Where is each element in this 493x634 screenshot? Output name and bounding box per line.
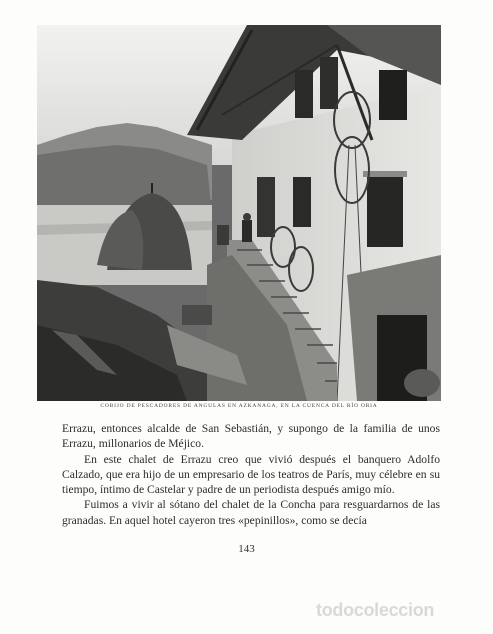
paragraph: En este chalet de Errazu creo que vivió después el banquero Adolfo Calzado, que era hijo de un empresario de los teatros de París, muy célebre en su tiempo, íntimo de Castelar y padre de un periodista después amigo mío. [62, 452, 440, 497]
photograph [37, 25, 441, 401]
page-number: 143 [238, 543, 255, 555]
fishermen-shelter-photo [37, 25, 441, 401]
paragraph: Fuimos a vivir al sótano del chalet de la Concha para resguardarnos de las granadas. En aquel hotel cayeron tres «pepinillos», como se decía [62, 498, 440, 527]
photo-caption: COBIJO DE PESCADORES DE ANGULAS EN AZKANAGA, EN LA CUENCA DEL RÍO ORIA [100, 403, 378, 409]
watermark-logo: todocoleccion [316, 600, 435, 620]
paragraph: Errazu, entonces alcalde de San Sebastián, y supongo de la familia de unos Errazu, millonarios de Méjico. [62, 422, 440, 451]
body-text [62, 421, 440, 528]
